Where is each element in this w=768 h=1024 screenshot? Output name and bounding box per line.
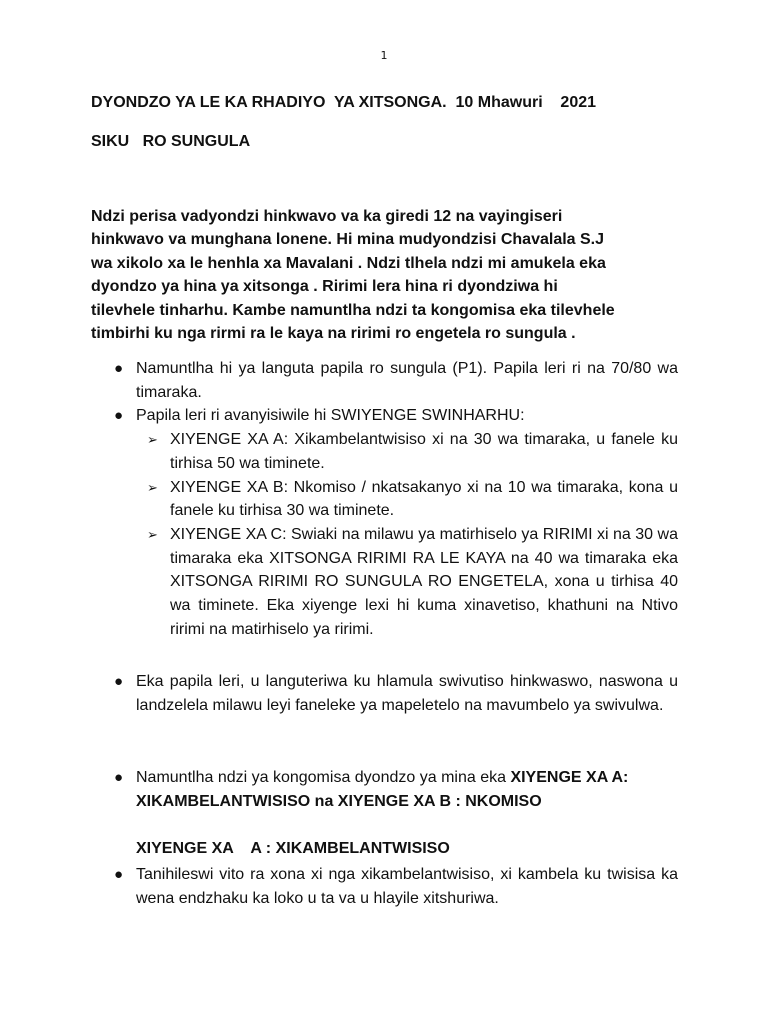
bullet-list-section-a bbox=[91, 863, 691, 910]
intro-line: dyondzo ya hina ya xitsonga . Ririmi lera hina ri dyondziwa hi bbox=[91, 278, 558, 296]
document-title: DYONDZO YA LE KA RHADIYO YA XITSONGA. 10 Mhawuri 2021 bbox=[91, 94, 597, 111]
focus-sections: XIKAMBELANTWISISO na XIYENGE XA B : NKOMISO bbox=[136, 792, 542, 810]
list-item bbox=[91, 766, 678, 813]
list-item bbox=[91, 670, 678, 717]
intro-line: wa xikolo xa le henhla xa Mavalani . Ndzi tlhela ndzi mi amukela eka bbox=[91, 254, 606, 272]
sub-list-item bbox=[91, 428, 678, 475]
list-item-text: Eka papila leri, u languteriwa ku hlamula swivutiso hinkwaswo, naswona u landzelela milawu leyi faneleke ya mapeletelo na mavumbelo ya swivulwa. bbox=[136, 673, 678, 714]
list-item-text: Namuntlha ndzi ya kongomisa dyondzo ya mina eka bbox=[136, 769, 511, 786]
bullet-dot-icon: ● bbox=[114, 673, 124, 690]
list-item-text: Tanihileswi vito ra xona xi nga xikambelantwisiso, xi kambela ku twisisa ka wena endzhaku ka loko u ta va u hlayile xitshuriwa. bbox=[136, 866, 678, 907]
bullet-dot-icon: ● bbox=[114, 360, 124, 377]
section-title: XIYENGE XA A : XIKAMBELANTWISISO bbox=[136, 840, 450, 857]
list-item bbox=[91, 357, 678, 404]
bullet-dot-icon: ● bbox=[114, 769, 124, 786]
bullet-list-instructions bbox=[91, 670, 691, 717]
list-item bbox=[91, 863, 678, 910]
bullet-list-papers bbox=[91, 357, 691, 641]
arrow-bullet-icon: ➢ bbox=[147, 479, 158, 495]
intro-line: timbirhi ku nga rirmi ra le kaya na ririmi ro engetela ro sungula . bbox=[91, 325, 576, 343]
list-item-text: Namuntlha hi ya languta papila ro sungula (P1). Papila leri ri na 70/80 wa timaraka. bbox=[136, 360, 678, 401]
intro-line: hinkwavo va munghana lonene. Hi mina mudyondzisi Chavalala S.J bbox=[91, 231, 605, 249]
focus-section-a: XIYENGE XA A: bbox=[510, 769, 629, 786]
bullet-list-focus bbox=[91, 766, 691, 813]
list-item bbox=[91, 404, 678, 428]
sub-list-item-text: XIYENGE XA A: Xikambelantwisiso xi na 30 wa timaraka, u fanele ku tirhisa 50 wa timinete. bbox=[170, 431, 678, 472]
page-number: 1 bbox=[380, 49, 388, 62]
sub-list-item-text: XIYENGE XA B: Nkomiso / nkatsakanyo xi na 10 wa timaraka, kona u fanele ku tirhisa 30 wa timinete. bbox=[170, 478, 678, 520]
bullet-dot-icon: ● bbox=[114, 407, 124, 425]
intro-line: tilevhele tinharhu. Kambe namuntlha ndzi ta kongomisa eka tilevhele bbox=[91, 301, 615, 319]
intro-paragraph bbox=[91, 205, 691, 345]
sub-list-item-text: XIYENGE XA C: Swiaki na milawu ya matirhiselo ya RIRIMI xi na 30 wa timaraka eka XITSONGA RIRIMI RA LE KAYA na 40 wa timaraka eka XITSONGA RIRIMI RO SUNGULA RO ENGETELA, xona u tirhisa 40 wa timinete. Eka xiyenge lexi hi kuma xinavetiso, khathuni na Ntivo ririmi na matirhiselo ya ririmi. bbox=[170, 525, 678, 638]
arrow-bullet-icon: ➢ bbox=[147, 526, 158, 542]
document-subtitle: SIKU RO SUNGULA bbox=[91, 133, 251, 150]
sub-list-item bbox=[91, 523, 678, 642]
intro-line: Ndzi perisa vadyondzi hinkwavo va ka giredi 12 na vayingiseri bbox=[91, 208, 563, 225]
list-item-text: Papila leri ri avanyisiwile hi SWIYENGE SWINHARHU: bbox=[136, 407, 525, 425]
sub-list-item bbox=[91, 476, 678, 523]
bullet-dot-icon: ● bbox=[114, 866, 124, 883]
arrow-bullet-icon: ➢ bbox=[147, 432, 158, 448]
